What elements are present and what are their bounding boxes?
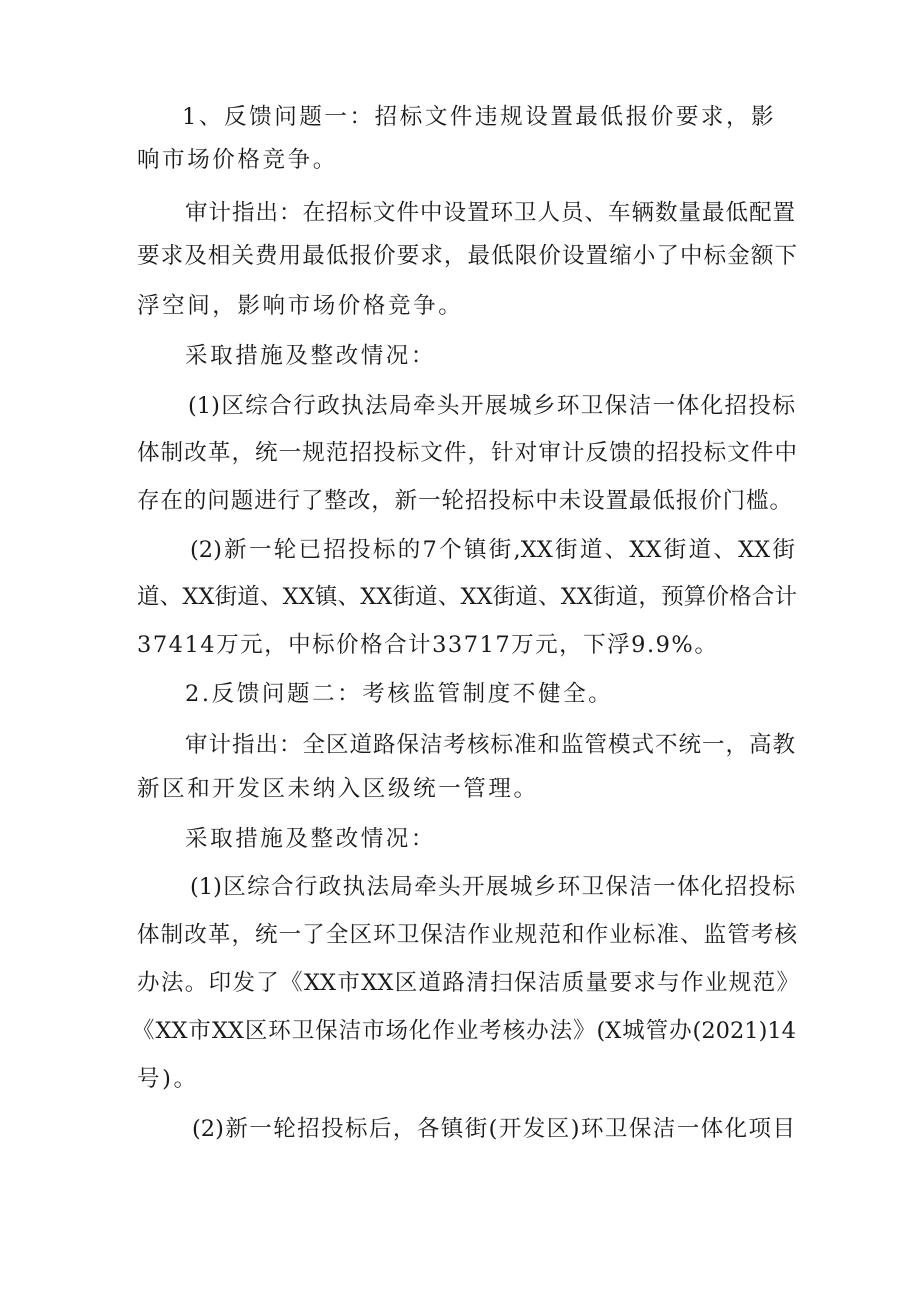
text-line: 1、反馈问题一：招标文件违规设置最低报价要求，影 xyxy=(182,104,777,130)
text-line: 《XX市XX区环卫保洁市场化作业考核办法》(X城管办(2021)14 xyxy=(132,1018,796,1044)
text-line: 审计指出：全区道路保洁考核标准和监管模式不统一，高教 xyxy=(185,732,795,758)
text-line: (2)新一轮已招投标的7个镇街,XX街道、XX街道、XX街 xyxy=(190,537,795,563)
text-line: 浮空间，影响市场价格竞争。 xyxy=(137,293,464,319)
text-line: 体制改革，统一了全区环卫保洁作业规范和作业标准、监管考核 xyxy=(137,922,797,948)
text-line: 37414万元，中标价格合计33717万元，下浮9.9%。 xyxy=(137,632,719,658)
text-line: 办法。印发了《XX市XX区道路清扫保洁质量要求与作业规范》 xyxy=(137,970,799,996)
text-line: (1)区综合行政执法局牵头开展城乡环卫保洁一体化招投标 xyxy=(190,874,795,900)
text-line: 审计指出：在招标文件中设置环卫人员、车辆数量最低配置 xyxy=(185,200,795,226)
text-line: 号)。 xyxy=(137,1066,199,1092)
text-line: (2)新一轮招投标后，各镇街(开发区)环卫保洁一体化项目 xyxy=(192,1116,795,1142)
text-line: 体制改革，统一规范招投标文件，针对审计反馈的招投标文件中 xyxy=(137,440,797,466)
text-line: 存在的问题进行了整改，新一轮招投标中未设置最低报价门槛。 xyxy=(137,488,792,514)
text-line: 响市场价格竞争。 xyxy=(137,147,338,173)
text-line: 采取措施及整改情况： xyxy=(185,826,437,852)
text-line: 道、XX街道、XX镇、XX街道、XX街道、XX街道，预算价格合计 xyxy=(137,584,797,610)
text-line: 2.反馈问题二：考核监管制度不健全。 xyxy=(185,681,614,707)
text-line: 要求及相关费用最低报价要求，最低限价设置缩小了中标金额下 xyxy=(137,243,797,269)
text-line: (1)区综合行政执法局牵头开展城乡环卫保洁一体化招投标 xyxy=(188,393,795,419)
text-line: 新区和开发区未纳入区级统一管理。 xyxy=(137,776,539,802)
text-line: 采取措施及整改情况： xyxy=(185,343,437,369)
